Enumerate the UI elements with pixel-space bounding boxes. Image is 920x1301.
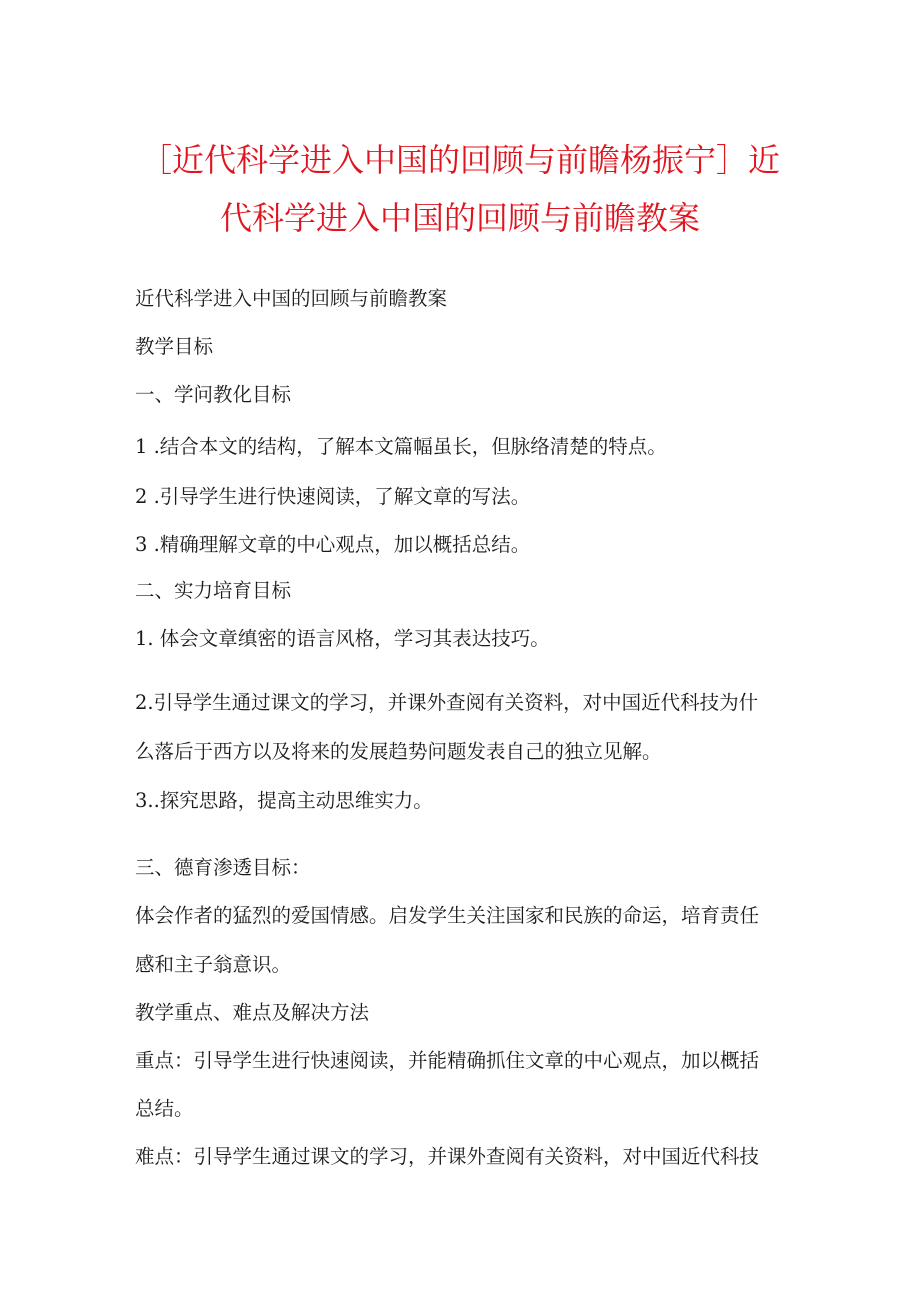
list-item: 1 .结合本文的结构，了解本文篇幅虽长，但脉络清楚的特点。 <box>135 435 667 458</box>
list-item: 2.引导学生通过课文的学习，并课外查阅有关资料，对中国近代科技为什 <box>135 691 759 714</box>
paragraph-continued: 总结。 <box>135 1097 194 1120</box>
paragraph: 体会作者的猛烈的爱国情感。启发学生关注国家和民族的命运，培育责任 <box>135 904 760 927</box>
list-item: 3 .精确理解文章的中心观点，加以概括总结。 <box>135 533 531 556</box>
heading-ability-goals: 二、实力培育目标 <box>135 579 292 602</box>
subtitle: 近代科学进入中国的回顾与前瞻教案 <box>135 287 448 310</box>
heading-teaching-goals: 教学目标 <box>135 335 214 358</box>
paragraph-continued: 感和主子翁意识。 <box>135 953 292 976</box>
list-item: 3..探究思路，提高主动思维实力。 <box>135 789 433 812</box>
list-item: 1. 体会文章缜密的语言风格，学习其表达技巧。 <box>135 627 550 650</box>
heading-moral-goals: 三、德育渗透目标： <box>135 856 311 879</box>
paragraph-difficulty: 难点：引导学生通过课文的学习，并课外查阅有关资料，对中国近代科技 <box>135 1145 760 1168</box>
list-item: 2 .引导学生进行快速阅读，了解文章的写法。 <box>135 485 531 508</box>
paragraph-key-point: 重点：引导学生进行快速阅读，并能精确抓住文章的中心观点，加以概括 <box>135 1049 760 1072</box>
heading-key-points: 教学重点、难点及解决方法 <box>135 1001 370 1024</box>
heading-knowledge-goals: 一、学问教化目标 <box>135 383 292 406</box>
list-item-continued: 么落后于西方以及将来的发展趋势问题发表自己的独立见解。 <box>135 740 662 763</box>
document-title-line-2: 代科学进入中国的回顾与前瞻教案 <box>219 199 700 237</box>
document-title-line-1: ［近代科学进入中国的回顾与前瞻杨振宁］近 <box>139 141 780 179</box>
